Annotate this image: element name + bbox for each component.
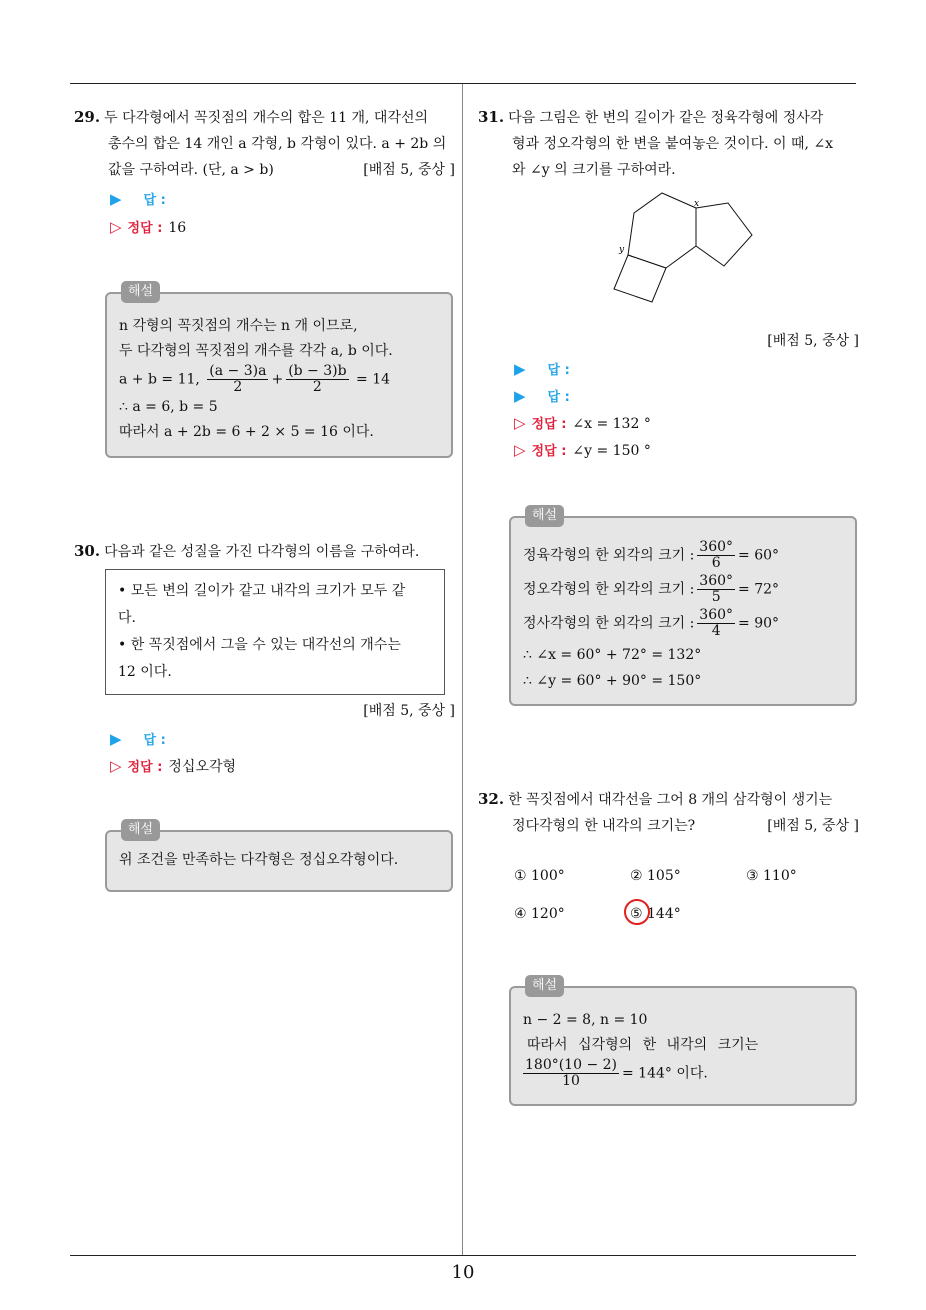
fraction-numerator: (b − 3)b [288, 363, 347, 379]
answer-label: 답 : [547, 363, 570, 378]
outline-triangle-icon: ▷ [110, 218, 122, 236]
condition-line: • 모든 변의 길이가 같고 내각의 크기가 모두 같 [118, 583, 406, 599]
fraction-denominator: 6 [711, 555, 721, 571]
fraction [697, 574, 735, 605]
fraction-denominator: 2 [312, 379, 322, 395]
question-32 [478, 786, 863, 839]
explanation-formula [523, 540, 843, 574]
explanation-tag: 해설 [121, 281, 160, 303]
fraction-denominator: 2 [233, 379, 243, 395]
answer-line [514, 356, 570, 384]
formula-part: + [271, 371, 284, 388]
choice-3[interactable]: ③ 110° [746, 868, 797, 884]
formula-part: 정오각형의 한 외각의 크기 : [523, 581, 695, 598]
explanation-text: n 각형의 꼭짓점의 개수는 n 개 이므로, [119, 318, 358, 334]
explanation-text: 따라서 십각형의 한 내각의 크기는 [527, 1037, 759, 1053]
outline-triangle-icon: ▷ [514, 414, 526, 432]
formula-part: = 60° [738, 547, 780, 564]
formula-part: = 72° [738, 581, 780, 598]
explanation-text: ∴ ∠x = 60° + 72° = 132° [523, 647, 702, 663]
explanation-tag: 해설 [525, 975, 564, 997]
fraction [697, 540, 735, 571]
explanation-text: 위 조건을 만족하는 다각형은 정십오각형이다. [119, 852, 399, 868]
choice-5[interactable] [630, 906, 681, 922]
answer-line [514, 383, 570, 411]
question-number: 32. [478, 790, 505, 808]
formula-part: = 14 [356, 371, 391, 388]
explanation-box [105, 822, 453, 892]
explanation-text: ∴ ∠y = 60° + 90° = 150° [523, 673, 702, 689]
selected-circle-mark [624, 899, 650, 925]
label-x: x [694, 199, 700, 209]
question-number: 31. [478, 108, 505, 126]
question-number: 30. [74, 542, 101, 560]
correct-answer-line [110, 214, 186, 242]
explanation-formula [119, 364, 439, 395]
question-text: 다음과 같은 성질을 가진 다각형의 이름을 구하여라. [104, 544, 420, 560]
correct-value: ∠y = 150 ° [572, 443, 651, 459]
explanation-text: 따라서 a + 2b = 6 + 2 × 5 = 16 이다. [119, 424, 374, 440]
formula-part: a + b = 11, [119, 371, 200, 388]
page-number: 10 [451, 1262, 475, 1283]
question-29 [74, 104, 459, 183]
answer-label: 답 : [143, 193, 166, 208]
fraction-numerator: 360° [699, 539, 734, 555]
question-text: 다음 그림은 한 변의 길이가 같은 정육각형에 정사각 [508, 110, 824, 126]
question-number: 29. [74, 108, 101, 126]
explanation-tag: 해설 [121, 819, 160, 841]
polygon-figure [606, 188, 756, 306]
fraction-numerator: 180°(10 − 2) [525, 1057, 617, 1073]
correct-value: 정십오각형 [168, 759, 237, 775]
fraction-numerator: 360° [699, 573, 734, 589]
correct-answer-line [514, 410, 651, 438]
explanation-text: 두 다각형의 꼭짓점의 개수를 각각 a, b 이다. [119, 343, 393, 359]
explanation-box [509, 508, 857, 706]
bottom-rule [70, 1255, 856, 1256]
explanation-text: n − 2 = 8, n = 10 [523, 1012, 648, 1028]
outline-triangle-icon: ▷ [514, 441, 526, 459]
condition-box [105, 569, 445, 695]
fraction [523, 1058, 619, 1089]
play-icon: ▶ [514, 387, 526, 405]
explanation-formula [523, 574, 843, 608]
answer-line [110, 186, 166, 214]
formula-part: 정육각형의 한 외각의 크기 : [523, 547, 695, 564]
explanation-formula [523, 1058, 843, 1089]
label-y: y [619, 245, 625, 255]
condition-line: 12 이다. [118, 664, 172, 680]
correct-label: 정답 : [127, 760, 163, 775]
explanation-tag: 해설 [525, 505, 564, 527]
square-shape [614, 255, 666, 302]
fraction-numerator: (a − 3)a [209, 363, 267, 379]
question-text: 정다각형의 한 내각의 크기는? [512, 818, 696, 834]
question-31 [478, 104, 863, 183]
formula-part: = 144° 이다. [622, 1065, 708, 1082]
fraction-numerator: 360° [699, 607, 734, 623]
top-rule [70, 83, 856, 84]
answer-label: 답 : [143, 733, 166, 748]
question-text: 한 꼭짓점에서 대각선을 그어 8 개의 삼각형이 생기는 [508, 792, 833, 808]
formula-part: 정사각형의 한 외각의 크기 : [523, 615, 695, 632]
question-text: 형과 정오각형의 한 변을 붙여놓은 것이다. 이 때, ∠x [512, 136, 834, 152]
fraction-denominator: 4 [711, 623, 721, 639]
score-meta: [배점 5, 중상 ] [363, 162, 455, 178]
formula-part: = 90° [738, 615, 780, 632]
question-text: 두 다각형에서 꼭짓점의 개수의 합은 11 개, 대각선의 [104, 110, 429, 126]
question-text: 와 ∠y 의 크기를 구하여라. [512, 162, 676, 178]
fraction [697, 608, 735, 639]
score-meta: [배점 5, 중상 ] [767, 333, 859, 349]
choice-4[interactable]: ④ 120° [514, 906, 565, 922]
column-divider [462, 84, 463, 1256]
play-icon: ▶ [110, 730, 122, 748]
question-text: 값을 구하여라. (단, a > b) [108, 162, 274, 178]
outline-triangle-icon: ▷ [110, 757, 122, 775]
correct-value: ∠x = 132 ° [572, 416, 651, 432]
correct-label: 정답 : [531, 417, 567, 432]
explanation-box [105, 284, 453, 458]
score-meta: [배점 5, 중상 ] [363, 703, 455, 719]
play-icon: ▶ [110, 190, 122, 208]
answer-line [110, 726, 166, 754]
explanation-text: ∴ a = 6, b = 5 [119, 399, 218, 415]
choice-5-label: ⑤ 144° [630, 906, 681, 922]
fraction [286, 364, 348, 395]
explanation-box [509, 978, 857, 1106]
fraction [207, 364, 268, 395]
correct-value: 16 [168, 220, 187, 236]
condition-line: 다. [118, 610, 136, 626]
hexagon-shape [628, 193, 696, 268]
pentagon-shape [696, 203, 752, 266]
choice-list [514, 868, 854, 928]
correct-answer-line [110, 753, 236, 781]
question-30 [74, 538, 459, 565]
condition-line: • 한 꼭짓점에서 그을 수 있는 대각선의 개수는 [118, 637, 401, 653]
choice-1[interactable]: ① 100° [514, 868, 565, 884]
correct-label: 정답 : [127, 221, 163, 236]
correct-label: 정답 : [531, 444, 567, 459]
explanation-formula [523, 608, 843, 642]
fraction-denominator: 10 [562, 1073, 580, 1089]
fraction-denominator: 5 [711, 589, 721, 605]
answer-label: 답 : [547, 390, 570, 405]
correct-answer-line [514, 437, 651, 465]
choice-2[interactable]: ② 105° [630, 868, 681, 884]
play-icon: ▶ [514, 360, 526, 378]
score-meta: [배점 5, 중상 ] [767, 818, 859, 834]
question-text: 총수의 합은 14 개인 a 각형, b 각형이 있다. a + 2b 의 [108, 136, 447, 152]
